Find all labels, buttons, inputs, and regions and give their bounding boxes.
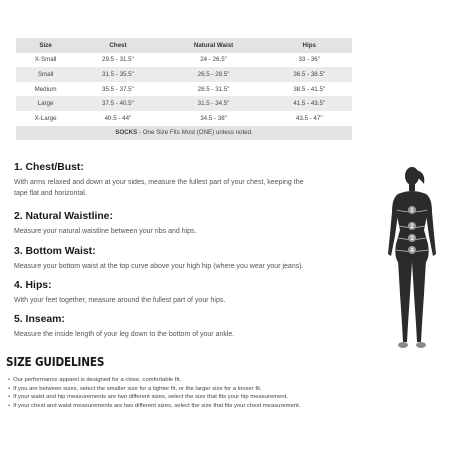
cell-waist: 28.5 - 31.5": [161, 82, 267, 97]
cell-size: X-Small: [16, 53, 75, 68]
cell-hips: 36.5 - 38.5": [266, 67, 352, 82]
cell-hips: 38.5 - 41.5": [266, 82, 352, 97]
section-body: Measure your natural waistline between your ribs and hips.: [14, 228, 197, 235]
socks-label: SOCKS: [115, 129, 138, 137]
cell-size: Large: [16, 96, 75, 111]
cell-waist: 24 - 26.5": [161, 53, 267, 68]
cell-waist: 26.5 - 28.5": [161, 67, 267, 82]
cell-size: X-Large: [16, 111, 75, 126]
marker-1-label: 1: [410, 208, 414, 215]
cell-hips: 43.5 - 47": [266, 111, 352, 126]
socks-note-row: [16, 126, 352, 141]
list-item: • If your waist and hip measurements are two different sizes, select the size that fits your hip measurement.: [8, 393, 448, 402]
socks-note: [16, 126, 352, 141]
section-body: Measure the inside length of your leg down to the bottom of your ankle.: [14, 331, 235, 338]
table-row: [16, 53, 352, 68]
cell-waist: 34.5 - 38": [161, 111, 267, 126]
table-row: [16, 82, 352, 97]
marker-4-label: 4: [410, 248, 414, 255]
section-title: 5. Inseam:: [14, 314, 65, 325]
section-natural-waistline: [14, 211, 384, 238]
table-row: [16, 111, 352, 126]
cell-chest: 31.5 - 35.5": [75, 67, 160, 82]
size-guidelines-title: SIZE GUIDELINES: [6, 355, 105, 369]
list-item: • If you are between sizes, select the smaller size for a tighter fit, or the larger size for a looser fit.: [8, 385, 448, 394]
cell-chest: 35.5 - 37.5": [75, 82, 160, 97]
section-chest-bust: [14, 162, 384, 199]
section-hips: [14, 280, 384, 307]
section-body: With arms relaxed and down at your sides, measure the fullest part of your chest, keeping the tape flat and horizontal.: [14, 179, 304, 197]
section-bottom-waist: [14, 246, 384, 273]
section-title: 1. Chest/Bust:: [14, 162, 84, 173]
section-inseam: [14, 314, 384, 341]
size-chart-table: [16, 38, 352, 140]
table-row: [16, 67, 352, 82]
header-natural-waist: Natural Waist: [161, 38, 267, 53]
cell-chest: 40.5 - 44": [75, 111, 160, 126]
list-item: • If your chest and waist measurements are two different sizes, select the size that fits your chest measurement.: [8, 402, 448, 411]
header-chest: Chest: [75, 38, 160, 53]
list-item: • Our performance apparel is designed for a close, comfortable fit.: [8, 376, 448, 385]
marker-2-label: 2: [410, 224, 414, 231]
cell-size: Medium: [16, 82, 75, 97]
cell-waist: 31.5 - 34.5": [161, 96, 267, 111]
cell-chest: 29.5 - 31.5": [75, 53, 160, 68]
cell-chest: 37.5 - 40.5": [75, 96, 160, 111]
shoes: [398, 342, 426, 348]
silhouette-body: [388, 167, 436, 342]
section-title: 3. Bottom Waist:: [14, 246, 96, 257]
section-body: Measure your bottom waist at the top curve above your high hip (where you wear your jeans).: [14, 263, 304, 270]
section-title: 4. Hips:: [14, 280, 52, 291]
header-hips: Hips: [266, 38, 352, 53]
size-guidelines-list: [8, 376, 448, 411]
size-chart-header-row: [16, 38, 352, 53]
measurement-figure: [368, 164, 456, 354]
cell-size: Small: [16, 67, 75, 82]
cell-hips: 41.5 - 43.5": [266, 96, 352, 111]
cell-hips: 33 - 36": [266, 53, 352, 68]
woman-silhouette-illustration: [368, 164, 456, 354]
marker-3-label: 3: [410, 236, 414, 243]
section-title: 2. Natural Waistline:: [14, 211, 113, 222]
section-body: With your feet together, measure around the fullest part of your hips.: [14, 297, 226, 304]
header-size: Size: [16, 38, 75, 53]
socks-text: - One Size Fits Most (ONE) unless noted.: [137, 129, 253, 137]
table-row: [16, 96, 352, 111]
